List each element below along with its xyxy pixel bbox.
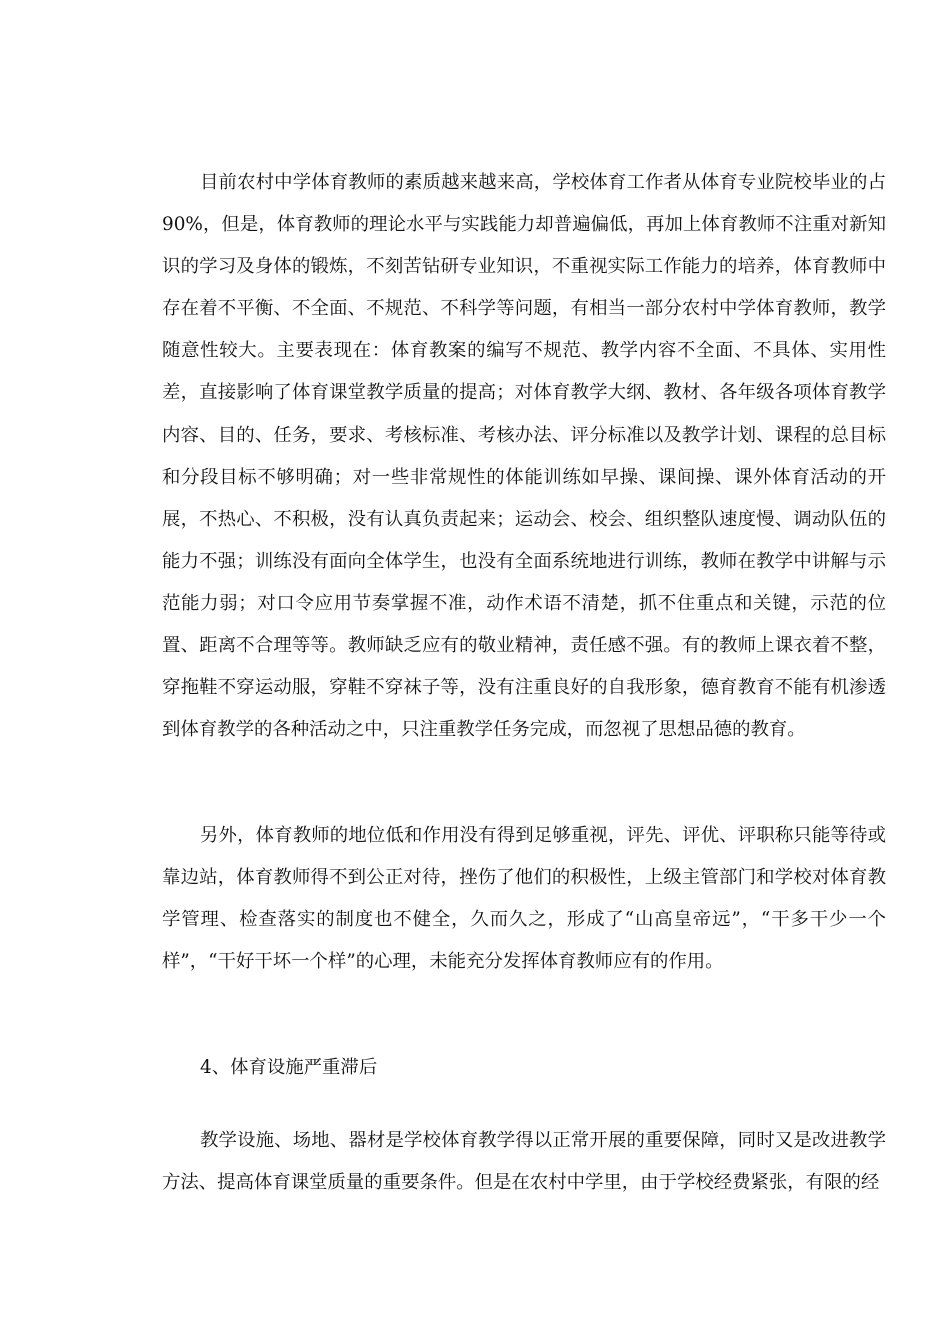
paragraph-facilities: 教学设施、场地、器材是学校体育教学得以正常开展的重要保障，同时又是改进教学方法、提高体育课堂质量的重要条件。但是在农村中学里，由于学校经费紧张，有限的经 xyxy=(162,1130,886,1194)
paragraph-teacher-quality: 目前农村中学体育教师的素质越来越来高，学校体育工作者从体育专业院校毕业的占90%，但是，体育教师的理论水平与实践能力却普遍偏低，再加上体育教师不注重对新知识的学习及身体的锻炼，不刻苦钻研专业知识，不重视实际工作能力的培养，体育教师中存在着不平衡、不全面、不规范、不科学等问题，有相当一部分农村中学体育教师，教学随意性较大。主要表现在：体育教案的编写不规范、教学内容不全面、不具体、实用性差，直接影响了体育课堂教学质量的提高；对体育教学大纲、教材、各年级各项体育教学内容、目的、任务，要求、考核标准、考核办法、评分标准以及教学计划、课程的总目标和分段目标不够明确；对一些非常规性的体能训练如早操、课间操、课外体育活动的开展，不热心、不积极，没有认真负责起来；运动会、校会、组织整队速度慢、调动队伍的能力不强；训练没有面向全体学生，也没有全面系统地进行训练，教师在教学中讲解与示范能力弱；对口令应用节奏掌握不准，动作术语不清楚，抓不住重点和关键，示范的位置、距离不合理等等。教师缺乏应有的敬业精神，责任感不强。有的教师上课衣着不整，穿拖鞋不穿运动服，穿鞋不穿袜子等，没有注重良好的自我形象，德育教育不能有机渗透到体育教学的各种活动之中，只注重教学任务完成，而忽视了思想品德的教育。 xyxy=(162,172,886,741)
section-heading: 4、体育设施严重滞后 xyxy=(200,1057,378,1078)
paragraph-teacher-status: 另外，体育教师的地位低和作用没有得到足够重视，评先、评优、评职称只能等待或靠边站，体育教师得不到公正对待，挫伤了他们的积极性，上级主管部门和学校对体育教学管理、检查落实的制度也不健全，久而久之，形成了“山高皇帝远”，“干多干少一个样”，“干好干坏一个样”的心理，未能充分发挥体育教师应有的作用。 xyxy=(162,825,886,973)
